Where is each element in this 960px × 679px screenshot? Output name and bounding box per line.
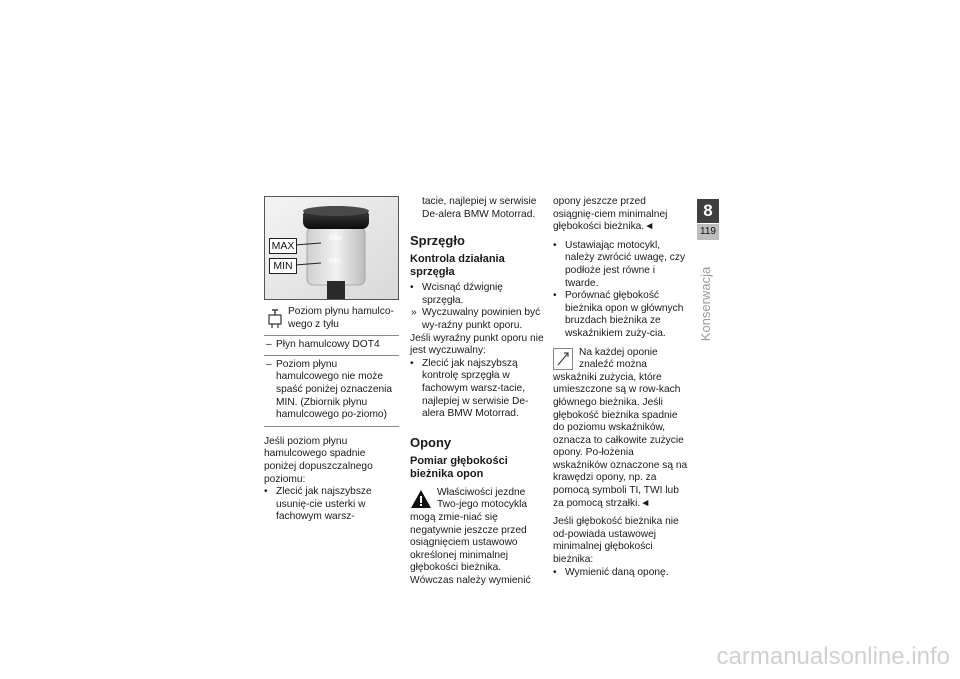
arrow-marker: » <box>411 307 417 319</box>
result-resistance-text: Wyczuwalny powinien być wy-raźny punkt oporu. <box>422 307 541 331</box>
section-title: Konserwacja <box>698 266 713 342</box>
tire-note-block <box>553 347 688 511</box>
result-resistance <box>410 307 545 332</box>
max-label: MAX <box>269 238 297 254</box>
dash-marker: – <box>266 339 272 351</box>
tire-note <box>553 347 688 511</box>
dash-marker: – <box>266 358 272 370</box>
reservoir-min-mark: Min <box>329 258 341 265</box>
spec-end-divider <box>264 426 399 427</box>
bullet-repair-text: Zlecić jak najszybsze usunię-cie usterki w fachowym warsz- <box>276 486 372 523</box>
bullet-repair <box>264 486 399 524</box>
spec-item-level <box>264 359 399 422</box>
warning-block <box>410 487 545 575</box>
wrench-info-icon <box>266 309 284 329</box>
heading-opony: Opony <box>410 434 452 450</box>
tire-note-text: Na każdej oponie znaleźć można wskaźniki zużycia, które umieszczone są w row-kach głównego bieżnika. Jeśli głębokość bieżnika spadnie do poziomu wskaźników, oznacza to całkowite zużycie opony. Po-łożenia wskaźników oznaczone są na krawędzi opony, np. za pomocą symboli TI, TWI lub za pomocą strzałki. <box>553 346 688 509</box>
bullet-clutch-check <box>410 358 545 421</box>
end-mark: ◄ <box>644 221 655 233</box>
paragraph-replace: Wówczas należy wymienić <box>410 574 531 586</box>
bullet-press-lever <box>410 282 545 307</box>
bullet-marker: • <box>553 239 557 251</box>
end-mark: ◄ <box>640 497 651 509</box>
heading-sprzeglo: Sprzęgło <box>410 233 465 249</box>
page-number: 119 <box>697 224 719 240</box>
bullet-marker: • <box>553 566 557 578</box>
min-label: MIN <box>269 258 297 274</box>
bullet-compare-depth-text: Porównać głębokość bieżnika opon w głównych bruzdach bieżnika ze wskaźnikiem zuży-cia. <box>565 290 684 339</box>
warning-icon <box>410 488 432 510</box>
warning-text: Właściwości jezdne Two-jego motocykla mogą zmie-niać się negatywnie jeszcze przed osiągnięciem ustawowo określonej minimalnej głębokości bieżnika. <box>410 486 528 574</box>
column-3 <box>553 196 688 579</box>
bullet-compare-depth <box>553 290 688 340</box>
spec-item-fluid <box>264 339 399 352</box>
bullet-level-ground-text: Ustawiając motocykl, należy zwrócić uwagę, czy podłoże jest równe i twarde. <box>565 239 686 289</box>
bullet-replace-tire <box>553 567 688 580</box>
reservoir-max-mark: Max <box>329 235 343 242</box>
paragraph-no-resistance: Jeśli wyraźny punkt oporu nie jest wyczuwalny: <box>410 332 544 357</box>
tire-icon <box>553 348 573 370</box>
bullet-level-ground <box>553 240 688 290</box>
column-1 <box>264 196 399 524</box>
bullet-press-lever-text: Wcisnąć dźwignię sprzęgła. <box>422 282 503 306</box>
continued-text: tacie, najlepiej w serwisie De-alera BMW Motorrad. <box>422 196 537 220</box>
heading-kontrola: Kontrola działania sprzęgła <box>410 253 505 279</box>
bullet-marker: • <box>410 282 414 294</box>
continued-text <box>553 196 688 234</box>
brake-reservoir-photo <box>264 196 399 300</box>
paragraph-depth-low: Jeśli głębokość bieżnika nie od-powiada ustawowej minimalnej głębokości bieżnika: <box>553 516 679 566</box>
bullet-replace-tire-text: Wymienić daną oponę. <box>565 566 669 578</box>
bullet-marker: • <box>553 290 557 302</box>
bullet-clutch-check-text: Zlecić jak najszybszą kontrolę sprzęgła w fachowym warsz-tacie, najlepiej w serwisie De-alera BMW Motorrad. <box>422 357 529 420</box>
figure-caption: Poziom płynu hamulco-wego z tyłu <box>288 306 394 330</box>
bullet-marker: • <box>264 486 268 498</box>
chapter-number: 8 <box>697 199 719 223</box>
continued-text-body: opony jeszcze przed osiągnię-ciem minimalnej głębokości bieżnika. <box>553 196 668 233</box>
spec-item-fluid-text: Płyn hamulcowy DOT4 <box>276 339 380 351</box>
caption-divider <box>264 335 399 336</box>
paragraph-low-fluid: Jeśli poziom płynu hamulcowego spadnie poniżej dopuszczalnego poziomu: <box>264 435 373 485</box>
heading-pomiar: Pomiar głębokości bieżnika opon <box>410 454 508 480</box>
column-2 <box>410 196 545 587</box>
spec-item-level-text: Poziom płynu hamulcowego nie może spaść poniżej oznaczenia MIN. (Zbiornik płynu hamulcowego po-ziomo) <box>276 358 393 421</box>
watermark: carmanualsonline.info <box>716 643 950 670</box>
bullet-marker: • <box>410 357 414 369</box>
figure-caption-box <box>264 304 399 335</box>
spec-divider <box>264 355 399 356</box>
